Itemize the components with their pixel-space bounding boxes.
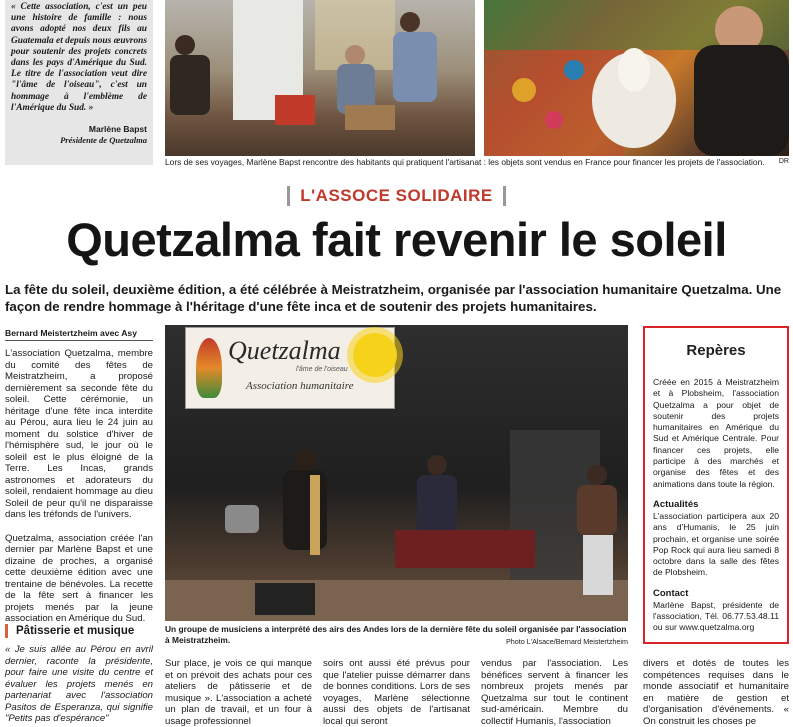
lede: La fête du soleil, deuxième édition, a été célébrée à Meistratzheim, organisée par l'association humanitaire Quetzalma. Une façon de rendre hommage à l'héritage d'une fête inca et de soutenir des projets humanitaires.: [5, 282, 782, 314]
col1-paragraph-2: Quetzalma, association créée l'an dernier par Marlène Bapst et une dizaine de proches, a organisé cette deuxième édition avec une trentaine de bénévoles. La recette de la fête sert à financer les projets menés par la jeune association en Amérique du Sud.: [5, 532, 153, 624]
artisans-photo: [165, 0, 475, 156]
llama-photo-art: [484, 0, 789, 156]
banner-logo: Quetzalma: [228, 336, 341, 365]
reperes-title: Repères: [686, 342, 746, 359]
column-1: [5, 348, 153, 637]
reperes-intro: Créée en 2015 à Meistratzheim et à Plobsheim, l'association Quetzalma a pour objet de soutenir des projets humanitaires en Amérique du Sud et Amérique Centrale. Pour financer ces projets, elle participe à des marchés et organise des fêtes et des animations dans toute la région.: [653, 377, 779, 489]
quote-text: « Cette association, c'est un peu une histoire de famille : nous avons adopté nos deux fils au Guatemala et depuis nous œuvrons pour soutenir des projets concrets dans les pays d'Amérique du Sud. Le titre de l'association veut dire "l'âme de l'oiseau", c'est un hommage à l'emblème de l'Amérique du Sud. »: [11, 2, 147, 113]
main-photo-credit: Photo L'Alsace/Bernard Meistertzheim: [505, 637, 628, 646]
column-2: Sur place, je vois ce qui manque et on prévoit des achats pour ces ateliers de pâtisserie et de musique ». L'association a acheté un plan de travail, et un four à usage professionnel: [165, 658, 312, 727]
musicians-photo: [165, 325, 628, 621]
column-4: vendus par l'association. Les bénéfices servent à financer les nombreux projets menés par Quetzalma sur tout le continent sud-américain. Membre du collectif Humanis, l'association: [481, 658, 628, 727]
top-caption-text: Lors de ses voyages, Marlène Bapst rencontre des habitants qui pratiquent l'artisanat : les objets sont vendus en France pour financer les projets de l'association.: [165, 157, 765, 167]
column-5: divers et dotés de toutes les compétences requises dans le monde associatif et humanitaire en matière de gestion et d'organisation d'événements. « On construit les choses pe: [643, 658, 789, 727]
actualites-text: L'association participera aux 20 ans d'Humanis, le 25 juin prochain, et organise une soirée Pop Rock qui aura lieu samedi 8 octobre dans la salle des fêtes de Plobsheim.: [653, 510, 779, 578]
col1-paragraph-1: L'association Quetzalma, membre du comité des fêtes de Meistratzheim, a proposé dernièrement sa seconde fête du soleil. Cette cérémonie, un héritage d'une fête inca interdite au Pérou, aura lieu le 24 juin au moment du solstice d'hiver de l'hémisphère sud, le jour où le soleil est le plus éloigné de la Terre. Les Incas, grands astronomes et adorateurs du soleil, rendaient hommage au dieu Soleil de peur qu'il ne disparaisse dans les tréfonds de l'univers.: [5, 348, 153, 520]
quote-author: Marlène Bapst: [88, 124, 147, 135]
section-kicker: [0, 186, 793, 206]
quote-role: Présidente de Quetzalma: [60, 135, 147, 146]
kicker-label: L'ASSOCE SOLIDAIRE: [287, 186, 506, 206]
headline: Quetzalma fait revenir le soleil: [66, 213, 727, 266]
artisans-photo-art: [165, 0, 475, 156]
byline: Bernard Meistertzheim avec Asy: [5, 328, 153, 341]
contact-text: Marlène Bapst, présidente de l'association, Tél. 06.77.53.48.11 ou sur www.quetzalma.org: [653, 599, 779, 633]
banner-tagline: Association humanitaire: [246, 380, 354, 392]
top-photo-credit: DR: [778, 158, 789, 165]
quote-signature: [11, 124, 147, 146]
quote-box: [5, 0, 153, 165]
contact-title: Contact: [653, 587, 689, 599]
llama-photo: [484, 0, 789, 156]
subhead: Pâtisserie et musique: [5, 624, 164, 638]
actualites-title: Actualités: [653, 498, 699, 510]
banner-logo-sub: l'âme de l'oiseau: [296, 366, 348, 373]
stage-art: [165, 325, 628, 621]
main-photo-caption: Un groupe de musiciens a interprété des airs des Andes lors de la dernière fête du soleil organisée par l'association à Meistratzheim.: [165, 624, 627, 645]
top-photo-caption: [165, 156, 789, 168]
column-3: soirs ont aussi été prévus pour que l'atelier puisse démarrer dans de bonnes conditions. Lors de ses voyages, Marlène sélectionne aussi des objets de l'artisanat local qui seront: [323, 658, 470, 727]
reperes-box: [643, 326, 789, 644]
column-1-continued: « Je suis allée au Pérou en avril dernier, raconte la présidente, pour faire une visite du centre et évaluer les projets menés en partenariat avec l'association Pasitos de Esperanza, qui signifie "Petits pas d'espérance": [5, 644, 153, 724]
